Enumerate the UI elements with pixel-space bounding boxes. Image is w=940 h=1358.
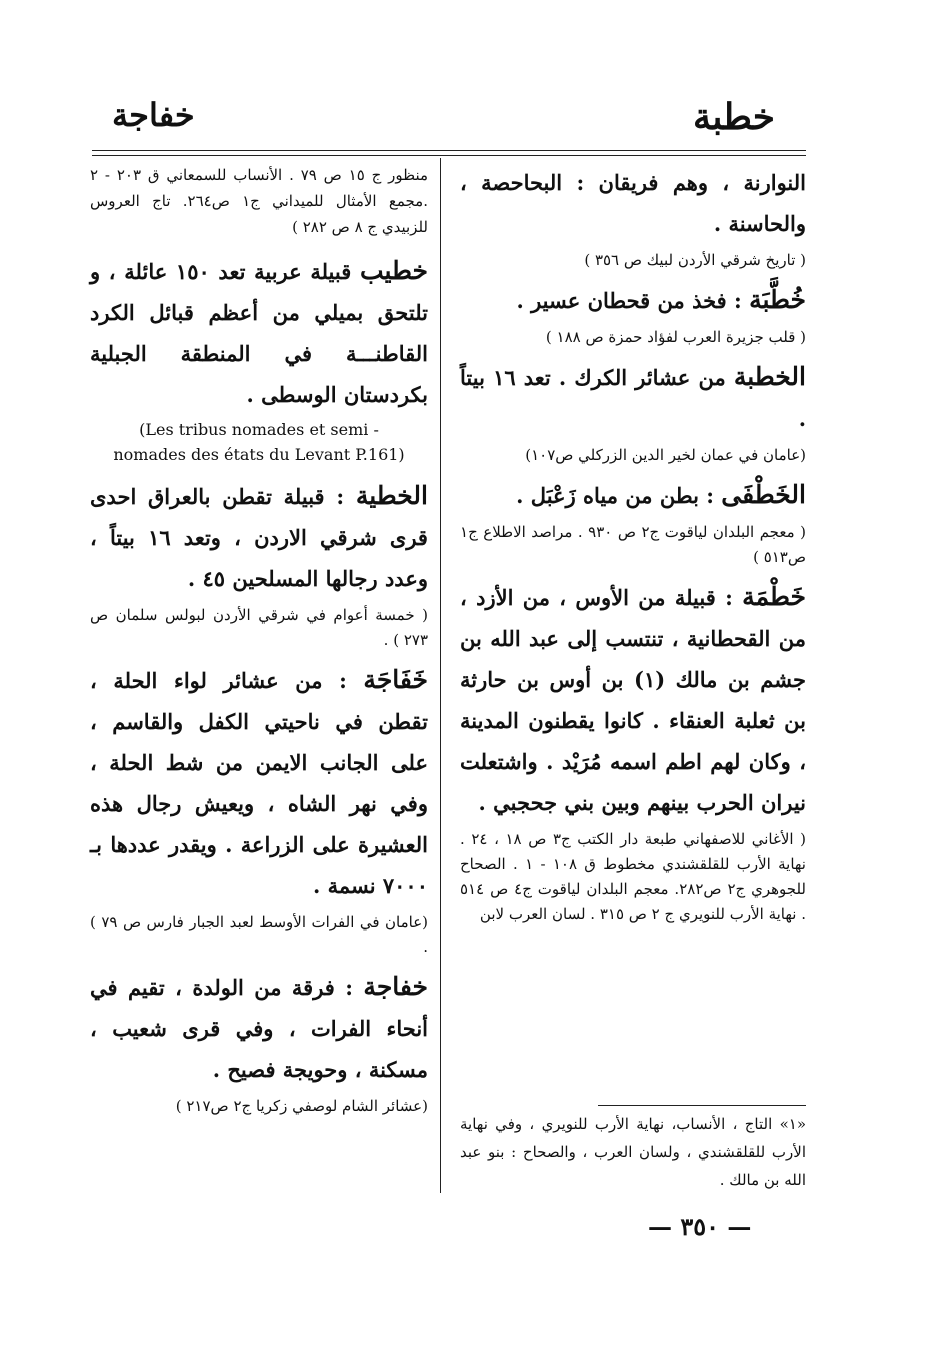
entry	[460, 279, 806, 321]
column-divider	[440, 158, 441, 1193]
entry-text: : فخذ من قحطان عسير .	[516, 288, 750, 313]
footnote-rule	[598, 1105, 806, 1106]
entry-term: خَطْمَة	[742, 582, 806, 611]
latin-citation-line: (Les tribus nomades et semi -	[139, 420, 379, 439]
entry	[90, 475, 428, 599]
latin-citation-line: nomades des états du Levant P.161)	[113, 445, 405, 464]
left-column	[90, 162, 428, 1125]
source-citation: ( خمسة أعوام في شرقي الأردن لبولس سلمان ص ٢٧٣ ) .	[90, 606, 428, 649]
source-citation: (عامان في عمان لخير الدين الزركلي ص١٠٧)	[525, 446, 806, 464]
source-citation: ( الأغاني للاصفهاني طبعة دار الكتب ج٣ ص ١٨ ، ٢٤ . نهاية الأرب للقلقشندي مخطوط ق ١٠٨ - ١ . الصحاح للجوهري ج٢ ص٢٨٢. معجم البلدان لياقوت ج٤ ص ٥١٤ . نهاية الأرب للنويري ج ٢ ص ٣١٥ . لسان العرب لابن	[460, 830, 806, 923]
entry-term: الخَطْفَى	[721, 480, 806, 509]
page-number: — ٣٥٠ —	[648, 1212, 752, 1241]
source-citation: ( تاريخ شرقي الأردن لبيك ص ٣٥٦ )	[584, 251, 806, 269]
source-citation: ( معجم البلدان لياقوت ج٢ ص ٩٣٠ . مراصد الاطلاع ج١ ص٥١٣ )	[460, 523, 806, 566]
entry-term: الخطبة	[733, 362, 806, 391]
source-citation: منظور ج ١٥ ص ٧٩ . الأنساب للسمعاني ق ٢٠٣ - ٢ .مجمع الأمثال للميداني ج١ ص٢٦٤. تاج العروس للزبيدي ج ٨ ص ٢٨٢ )	[90, 166, 428, 236]
entry	[460, 474, 806, 516]
header-rule-double	[92, 155, 806, 156]
entry-text: : فرقة من الولدة ، تقيم في أنحاء الفرات ، وفي قرى شعيب ، مسكنة ، وحويجة فصيح .	[90, 975, 428, 1082]
entry-text: قبيلة عربية تعد ١٥٠ عائلة ، و تلتحق بميلي من أعظم قبائل الكرد القاطنـــة في المنطقة الجبلية بكردستان الوسطى .	[90, 259, 428, 407]
entry-term: خفاجة	[363, 972, 428, 1001]
running-head-left: خفاجة	[112, 96, 195, 134]
entry-term: الخطية	[355, 481, 428, 510]
entry	[460, 576, 806, 823]
source-citation: ( قلب جزيرة العرب لفؤاد حمزة ص ١٨٨ )	[545, 328, 806, 346]
entry-text: : بطن من مياه زَعْبَل .	[516, 483, 722, 508]
entry	[90, 250, 428, 415]
source-citation: (عشائر الشام لوصفي زكريا ج٢ ص٢١٧ )	[175, 1097, 428, 1115]
entry	[90, 966, 428, 1090]
entry-text: : قبيلة من الأوس ، من الأزد ، من القحطانية ، تنتسب إلى عبد الله بن جشم بن مالك (١) بن أوس بن حارثة بن ثعلبة العنقاء . كانوا يقطنون المدينة ، وكان لهم اطم اسمه مُرَيْد . واشتعلت نيران الحرب بينهم وبين بني جحجبي .	[460, 585, 806, 815]
entry-text: من عشائر الكرك . تعد ١٦ بيتاً .	[460, 365, 806, 431]
source-citation: (عامان في الفرات الأوسط لعبد الجبار فارس ص ٧٩ ) .	[90, 913, 429, 956]
right-column	[460, 162, 806, 933]
entry-text: : قبيلة تقطن بالعراق احدى قرى شرقي الاردن ، وتعد ١٦ بيتاً ، وعدد رجالها المسلحين ٤٥ .	[90, 484, 428, 591]
entry-term: خَفَاجَة	[363, 665, 428, 694]
entry-text: : من عشائر لواء الحلة ، تقطن في ناحيتي الكفل والقاسم ، على الجانب الايمن من شط الحلة ، وفي نهر الشاه ، ويعيش رجال هذه العشيرة على الزراعة . ويقدر عددها بـ ٧٠٠٠ نسمة .	[90, 668, 428, 898]
entry-term: خطيب	[359, 256, 428, 285]
entry-term: خُطَّبَة	[749, 285, 806, 314]
footnote: «١» التاج ، الأنساب، نهاية الأرب للنويري ، وفي نهاية الأرب للقلقشندي ، ولسان العرب ، والصحاح : بنو عبد الله بن مالك .	[460, 1115, 806, 1189]
header-rule	[92, 150, 806, 151]
entry	[90, 659, 428, 906]
entry	[460, 356, 806, 439]
running-head-right: خطبة	[693, 96, 775, 138]
entry-text: النوارنة ، وهم فريقان : البحاحصة ، والحاسنة .	[460, 170, 806, 236]
